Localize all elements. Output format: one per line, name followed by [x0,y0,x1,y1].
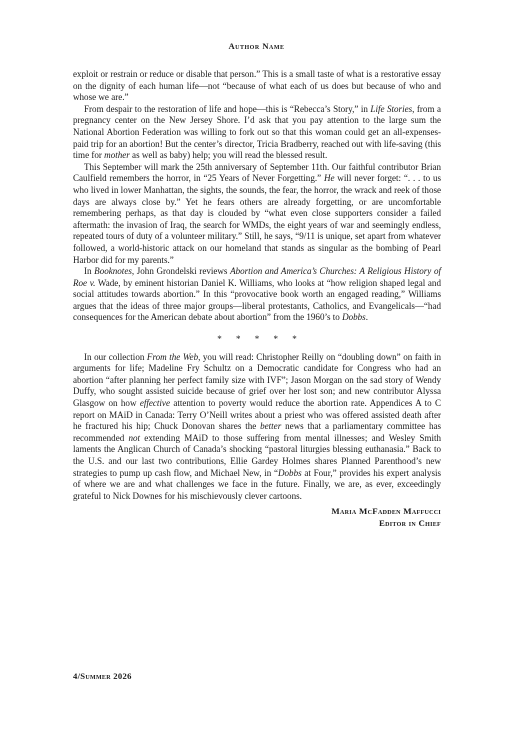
text-run: extending MAiD to those suffering from mental illnesses; and Wesley Smith laments the Anglican Church of Canada’s shocking “pastoral liturgies blessing euthanasia.” Back to the U.S. and our last two contributions, Ellie Gardey Holmes shares Planned Parenthood’s new strategies to pump up cash flow, and Michael New, in “ [73,432,441,478]
paragraphs-after-separator [73,352,441,503]
text-run: In [84,266,95,277]
italic-text: better [260,421,282,432]
italic-text: Dobbs [342,312,366,323]
signature-title: Editor in Chief [378,518,441,529]
italic-text: mother [104,150,130,161]
text-run: at Four,” provides his expert analysis of where we are and what challenges we face in the future. Finally, we are, as ever, exceedingly grateful to Nick Downes for his mischievously clever cartoons. [73,467,441,501]
italic-text: From the Web [146,351,199,362]
signature-name: Maria McFadden Maffucci [331,506,441,517]
text-run: , John Grondelski reviews [131,266,231,277]
text-run: news that a parliamentary committee has recommended [73,421,441,443]
italic-text: Abortion and America’s Churches: A Religious History of [230,266,441,277]
text-run: . [365,312,368,323]
paragraph [73,352,441,503]
paragraph [73,69,441,104]
text-run: exploit or restrain or reduce or disable that person.” This is a small taste of what is a restorative essay on the dignity of each human life—not “because of what each of us does but because of who and whose we are.” [73,69,441,103]
text-run: as well as baby) help; you will read the blessed result. [129,150,328,161]
text-run: This September will mark the 25th anniversary of September 11th. Our faithful contributor Brian Caulfield remembers the horror, in “25 Years of Never Forgetting.” [73,161,441,184]
italic-text: not [128,432,141,443]
running-head: Author Name [228,41,285,51]
italic-text: Roe v. [73,277,96,288]
signature-block [73,505,441,529]
italic-text: Booknotes [94,266,132,277]
text-run: , you will read: Christopher Reilly on “doubling down” on faith in arguments for life; Madeline Fry Schultz on a Democratic candidate for Congress who had an abortion “after planning her perfect family size with IVF”; Jason Morgan on the sad story of Wendy Duffy, who sought assisted suicide because of grief over her lost son; and new contributor Alyssa Glasgow on how [73,351,441,409]
text-run: From despair to the restoration of life and hope—this is “Rebecca’s Story,” in [84,103,371,114]
text-run: will never forget: “. . . to us who lived in lower Manhattan, the sights, the sounds, the fear, the horror, the wrack and reek of those days are always close by.” Yet he fears others are already forgetting, or are uncomfortable remembering perhaps, as that day is clouded by “what even close supporters consider a failed aftermath: the invasion of Iraq, the search for WMDs, the eight years of war and seemingly endless, repeated tours of duty of a volunteer military.” Still, he says, “9/11 is unique, set apart from whatever followed, a world-historic attack on our homeland that stands as singular as the bombing of Pearl Harbor did for my parents.” [73,173,441,265]
italic-text: effective [139,398,170,409]
text-run: attention to poverty would reduce the abortion rate. Appendices A to C report on MAiD in Canada: Terry O’Neill writes about a priest who was offered assisted death after he fractured his hip; Chuck Donovan shares the [73,398,441,432]
body-text [73,69,441,529]
section-separator: * * * * * [217,334,297,345]
text-run: In our collection [84,351,147,362]
italic-text: Dobbs [278,467,302,478]
italic-text: He [323,173,335,184]
italic-text: Life Stories [370,103,413,114]
text-run: , from a pregnancy center on the New Jersey Shore. I’d ask that you pay attention to the large sum the National Abortion Federation was willing to fork out so that this woman could get an all-expenses-paid trip for an abortion! But the center’s director, Tricia Bradberry, reached out with life-saving (this time for [73,103,442,161]
paragraph [73,162,441,266]
text-run: Wade, by eminent historian Daniel K. Williams, who looks at “how religion shaped legal and social attitudes towards abortion.” In this “provocative book worth an engaged reading,” Williams argues that the ideas of three major groups—liberal protestants, Catholics, and Evangelicals—“had consequences for the American debate about abortion” from the 1960’s to [73,277,441,323]
page-folio: 4/Summer 2026 [73,671,132,681]
paragraph [73,266,441,324]
paragraph [73,104,441,162]
paragraphs-before-separator [73,69,441,324]
